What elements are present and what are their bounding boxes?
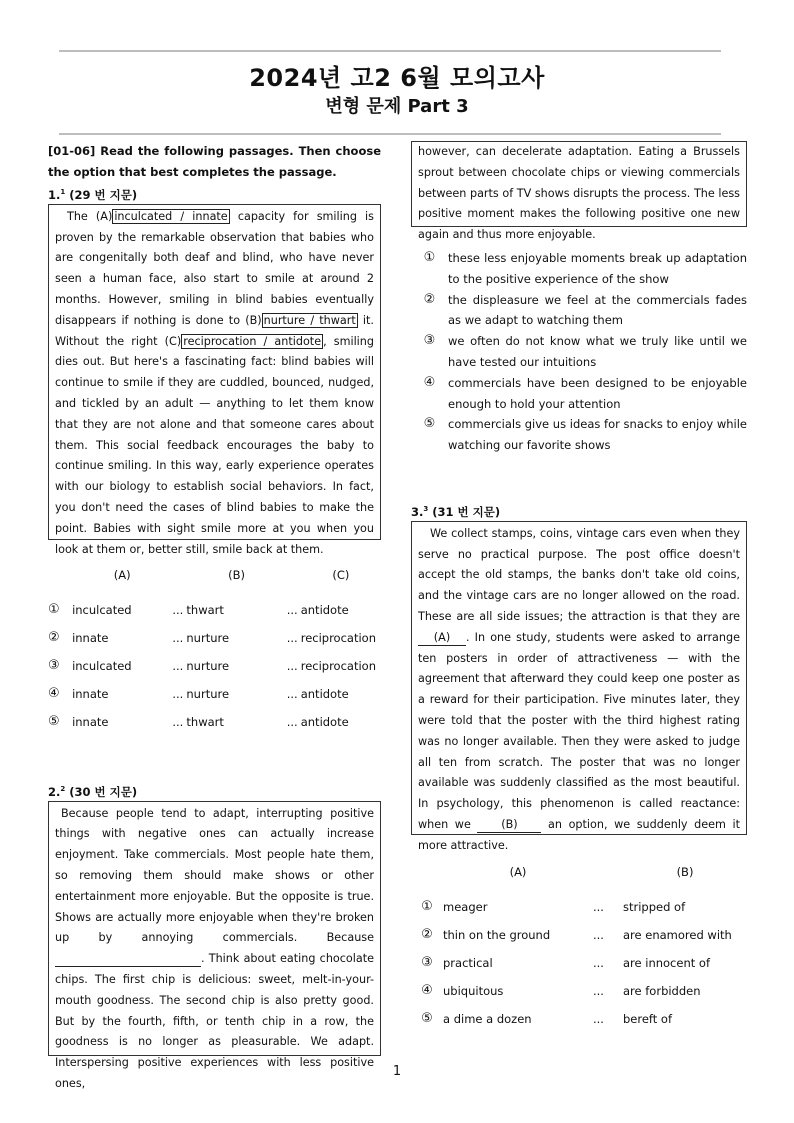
q3-source: (31 번 지문) xyxy=(432,504,501,519)
left-column xyxy=(48,141,381,1091)
q1-option-2-b: nurture xyxy=(186,630,230,645)
q3-option-3-a: practical xyxy=(443,955,493,970)
q3-option-2-b: are enamored with xyxy=(623,927,732,942)
q1-choice-box-a: inculcated / innate xyxy=(114,209,228,223)
q2-option-5-text: commercials give us ideas for snacks to enjoy while watching our favorite shows xyxy=(448,417,747,453)
instructions: [01-06] Read the following passages. Then choose the option that best completes the passage. xyxy=(48,144,381,179)
q1-choice-box-b: nurture / thwart xyxy=(263,313,356,327)
q1-text-2: capacity for smiling is proven by the remarkable observation that babies who are congenitally both deaf and blind, who have never seen a human face, also start to smile at around 2 months. However, smiling in blind babies eventually disappears if nothing is done to (B) xyxy=(55,209,374,327)
page-subtitle: 변형 문제 Part 3 xyxy=(325,96,469,117)
q3-option-5-b: bereft of xyxy=(623,1011,673,1026)
q1-text-4: , smiling dies out. But here's a fascinating fact: blind babies will continue to smile if they are cuddled, bounced, nudged, and tickled by an adult — anything to let them know that they are not alone and that someone cares about them. This social feedback encourages the baby to continue smiling. In this way, early experience operates with our biology to establish social behaviors. In fact, you don't need the cases of blind babies to make the point. Babies with sight smile more at you when you look at them or, better still, smile back at them. xyxy=(55,334,374,556)
q3-option-3-number: ③ xyxy=(421,955,433,971)
title-bottom-rule xyxy=(59,133,721,135)
q3-footnote: 3 xyxy=(423,504,429,513)
q1-option-3[interactable]: ③ inculcated ... nurture ... reciprocation xyxy=(48,652,381,680)
q2-option-4[interactable] xyxy=(411,373,747,415)
q1-option-5[interactable]: ⑤ innate ... thwart ... antidote xyxy=(48,708,381,736)
q3-option-2[interactable]: ② thin on the ground ... are enamored with xyxy=(411,921,747,949)
q1-option-1[interactable]: ① inculcated ... thwart ... antidote xyxy=(48,596,381,624)
top-rule xyxy=(59,50,721,52)
q1-option-3-c: reciprocation xyxy=(300,658,376,673)
q3-number: 3. xyxy=(411,504,424,519)
page-number: 1 xyxy=(392,1064,402,1079)
q2-option-2[interactable] xyxy=(411,290,747,332)
q1-choice-box-c: reciprocation / antidote xyxy=(183,334,322,348)
q1-option-1-number: ① xyxy=(48,602,60,618)
q3-passage xyxy=(411,521,747,852)
q3-options-table xyxy=(411,851,747,1033)
q3-option-1-number: ① xyxy=(421,899,433,915)
q2-option-1-text: these less enjoyable moments break up adaptation to the positive experience of the show xyxy=(448,251,747,286)
q2-footnote: 2 xyxy=(60,784,66,793)
q2-text-1: Because people tend to adapt, interrupting positive things with negative ones can actually increase enjoyment. Take commercials. Most people hate them, so removing them should make shows or other entertainment more enjoyable. But the opposite is true. Shows are actually more enjoyable when they're broken up by annoying commercials. Because xyxy=(55,806,374,945)
q1-passage xyxy=(48,204,381,556)
q2-text-2: . Think about eating chocolate chips. The first chip is delicious: sweet, melt-in-your-mouth goodness. The second chip is also pretty good. But by the fourth, fifth, or tenth chip in a row, the goodness is no longer as pleasurable. We adapt. Interspersing positive experiences with less positive ones, xyxy=(55,952,374,1091)
q1-option-4-b: nurture xyxy=(186,686,230,701)
q2-option-2-number: ② xyxy=(423,291,436,307)
q3-header-a: (A) xyxy=(509,864,527,879)
q1-option-4-a: innate xyxy=(72,686,109,701)
q1-header-b: (B) xyxy=(228,567,245,582)
q1-options-table xyxy=(48,554,381,736)
q3-option-2-a: thin on the ground xyxy=(443,927,551,942)
q3-option-4[interactable]: ④ ubiquitous ... are forbidden xyxy=(411,977,747,1005)
q2-source: (30 번 지문) xyxy=(69,784,138,799)
q1-text-3: it. Without the right (C) xyxy=(55,313,374,348)
q1-option-3-a: inculcated xyxy=(72,658,132,673)
q2-option-2-text: the displeasure we feel at the commercials fades as we adapt to watching them xyxy=(448,292,747,328)
q2-number: 2. xyxy=(48,784,61,799)
q1-source: (29 번 지문) xyxy=(69,187,138,202)
q1-option-2-c: reciprocation xyxy=(300,630,376,645)
q1-header-a: (A) xyxy=(113,567,131,582)
q2-option-1[interactable] xyxy=(411,248,747,290)
q3-text-2: . In one study, students were asked to arrange ten posters in order of attractiveness — with the agreement that afterward they could keep one poster as a reward for their participation. Five minutes later, they were told that the poster with the third highest rating was no longer available. Then they were asked to judge all ten from scratch. The poster that was no longer available was suddenly classified as the most beautiful. In psychology, this phenomenon is called reactance: when we xyxy=(418,630,740,831)
q3-blank-b: (B) xyxy=(477,818,541,833)
q1-number: 1. xyxy=(48,187,61,202)
q1-option-2-a: innate xyxy=(72,630,109,645)
q2-option-3-text: we often do not know what we truly like until we have tested our intuitions xyxy=(448,334,747,369)
q2-option-5[interactable] xyxy=(411,414,747,456)
q2-option-3-number: ③ xyxy=(423,333,436,349)
q3-option-1-b: stripped of xyxy=(623,899,686,914)
q2-heading xyxy=(48,780,381,801)
q1-option-1-c: antidote xyxy=(300,602,349,617)
q1-option-5-a: innate xyxy=(72,714,109,729)
q1-option-1-b: thwart xyxy=(186,602,224,617)
q2-text-3: however, can decelerate adaptation. Eating a Brussels sprout between chocolate chips or viewing commercials between parts of TV shows disrupts the process. The less positive moment makes the following positive one new again and thus more enjoyable. xyxy=(418,145,740,242)
q1-footnote: 1 xyxy=(60,188,66,196)
q3-header-b: (B) xyxy=(676,864,694,879)
q3-option-5[interactable]: ⑤ a dime a dozen ... bereft of xyxy=(411,1005,747,1033)
q3-text-3: an option, we suddenly deem it more attractive. xyxy=(418,817,740,852)
q3-heading xyxy=(411,500,747,521)
q1-option-1-a: inculcated xyxy=(72,602,132,617)
q3-option-3-b: are innocent of xyxy=(623,955,710,970)
q1-option-3-number: ③ xyxy=(48,658,60,674)
q3-blank-a: (A) xyxy=(418,631,466,646)
q1-option-2[interactable]: ② innate ... nurture ... reciprocation xyxy=(48,624,381,652)
q2-option-3[interactable] xyxy=(411,331,747,373)
q2-option-4-text: commercials have been designed to be enjoyable enough to hold your attention xyxy=(448,375,747,411)
q2-option-5-number: ⑤ xyxy=(423,416,436,432)
q1-option-4-c: antidote xyxy=(300,686,349,701)
right-column xyxy=(411,141,747,1033)
q1-option-3-b: nurture xyxy=(186,658,230,673)
q2-options xyxy=(411,248,747,456)
q2-answer-blank xyxy=(55,952,201,967)
q1-option-4-number: ④ xyxy=(48,686,60,702)
q1-text-1: The (A) xyxy=(67,209,113,223)
q1-option-5-number: ⑤ xyxy=(48,714,60,730)
q2-passage-part1 xyxy=(48,801,381,1091)
q3-text-1: We collect stamps, coins, vintage cars even when they serve no practical purpose. The post office doesn't accept the old stamps, the banks don't take old coins, and the vintage cars are no longer allowed on the road. These are all side issues; the attraction is that they are xyxy=(418,526,740,623)
q2-passage-part2 xyxy=(411,141,747,242)
q1-heading xyxy=(48,183,381,204)
q1-option-5-c: antidote xyxy=(300,714,349,729)
q1-option-4[interactable]: ④ innate ... nurture ... antidote xyxy=(48,680,381,708)
q2-option-1-number: ① xyxy=(423,250,436,265)
q3-option-4-b: are forbidden xyxy=(623,983,701,998)
q3-option-5-a: a dime a dozen xyxy=(443,1011,532,1026)
q2-option-4-number: ④ xyxy=(423,374,436,390)
q3-option-4-number: ④ xyxy=(421,983,433,999)
q1-option-2-number: ② xyxy=(48,630,60,646)
q3-option-1-a: meager xyxy=(443,899,488,914)
q3-option-2-number: ② xyxy=(421,927,433,943)
q1-option-5-b: thwart xyxy=(186,714,224,729)
q3-option-5-number: ⑤ xyxy=(421,1011,433,1027)
q1-header-c: (C) xyxy=(332,567,350,582)
q3-option-3[interactable]: ③ practical ... are innocent of xyxy=(411,949,747,977)
q3-option-4-a: ubiquitous xyxy=(443,983,504,998)
q3-option-1[interactable]: ① meager ... stripped of xyxy=(411,893,747,921)
page-title: 2024년 고2 6월 모의고사 xyxy=(249,64,545,92)
